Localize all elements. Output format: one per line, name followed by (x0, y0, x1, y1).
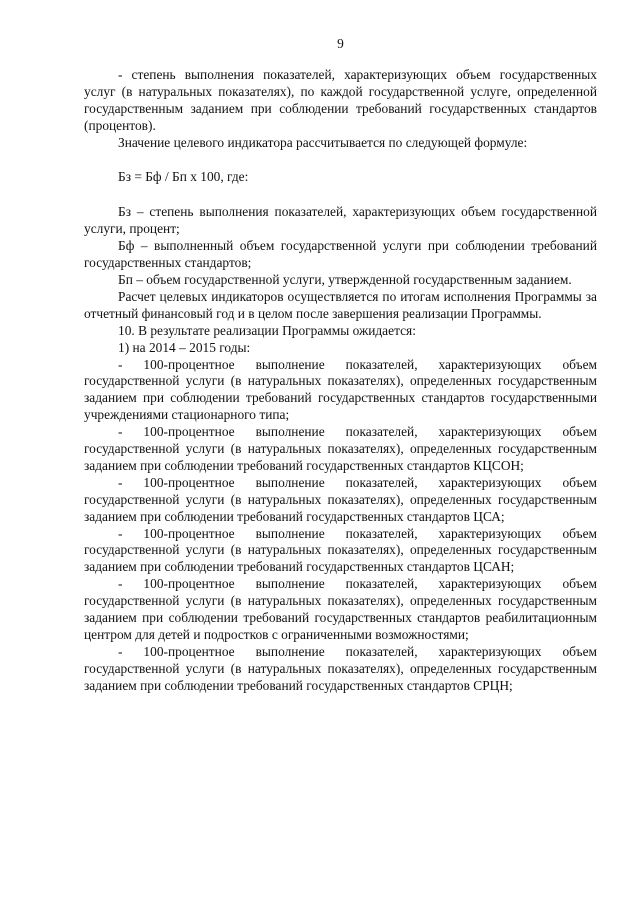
definition-bz: Бз – степень выполнения показателей, характеризующих объем государственной услуги, процент; (84, 204, 597, 237)
list-item: - 100-процентное выполнение показателей, характеризующих объем государственной услуги (в натуральных показателях), определенных государственным заданием при соблюдении требований государственных стандартов государственными учреждениями стационарного типа; (84, 356, 597, 423)
paragraph-calculation: Расчет целевых индикаторов осуществляется по итогам исполнения Программы за отчетный финансовый год и в целом после завершения реализации Программы. (84, 288, 597, 321)
list-item: - 100-процентное выполнение показателей, характеризующих объем государственной услуги (в натуральных показателях), определенных государственным заданием при соблюдении требований государственных стандартов КЦСОН; (84, 424, 597, 473)
definition-bf: Бф – выполненный объем государственной услуги при соблюдении требований государственных стандартов; (84, 238, 597, 271)
definition-bp: Бп – объем государственной услуги, утвержденной государственным заданием. (118, 271, 572, 287)
list-item: - 100-процентное выполнение показателей, характеризующих объем государственной услуги (в натуральных показателях), определенных государственным заданием при соблюдении требований государственных стандартов СРЦН; (84, 643, 597, 693)
page-number: 9 (337, 36, 344, 51)
paragraph-degree-definition: - степень выполнения показателей, характеризующих объем государственных услуг (в натуральных показателях), по каждой государственной услуге, определенной государственным заданием при соблюдении требований государственных стандартов (процентов). (84, 66, 597, 133)
paragraph-years: 1) на 2014 – 2015 годы: (118, 339, 251, 355)
paragraph-formula-intro: Значение целевого индикатора рассчитывается по следующей формуле: (118, 134, 528, 150)
document-page (84, 36, 597, 695)
formula: Бз = Бф / Бп х 100, где: (118, 169, 249, 185)
list-item: - 100-процентное выполнение показателей, характеризующих объем государственной услуги (в натуральных показателях), определенных государственным заданием при соблюдении требований государственных стандартов ЦСА; (84, 474, 597, 524)
list-item: - 100-процентное выполнение показателей, характеризующих объем государственной услуги (в натуральных показателях), определенных государственным заданием при соблюдении требований государственных стандартов ЦСАН; (84, 525, 597, 575)
paragraph-expected-results: 10. В результате реализации Программы ожидается: (118, 322, 416, 338)
list-item: - 100-процентное выполнение показателей, характеризующих объем государственной услуги (в натуральных показателях), определенных государственным заданием при соблюдении требований государственных стандартов реабилитационным центром для детей и подростков с ограниченными возможностями; (84, 576, 597, 642)
